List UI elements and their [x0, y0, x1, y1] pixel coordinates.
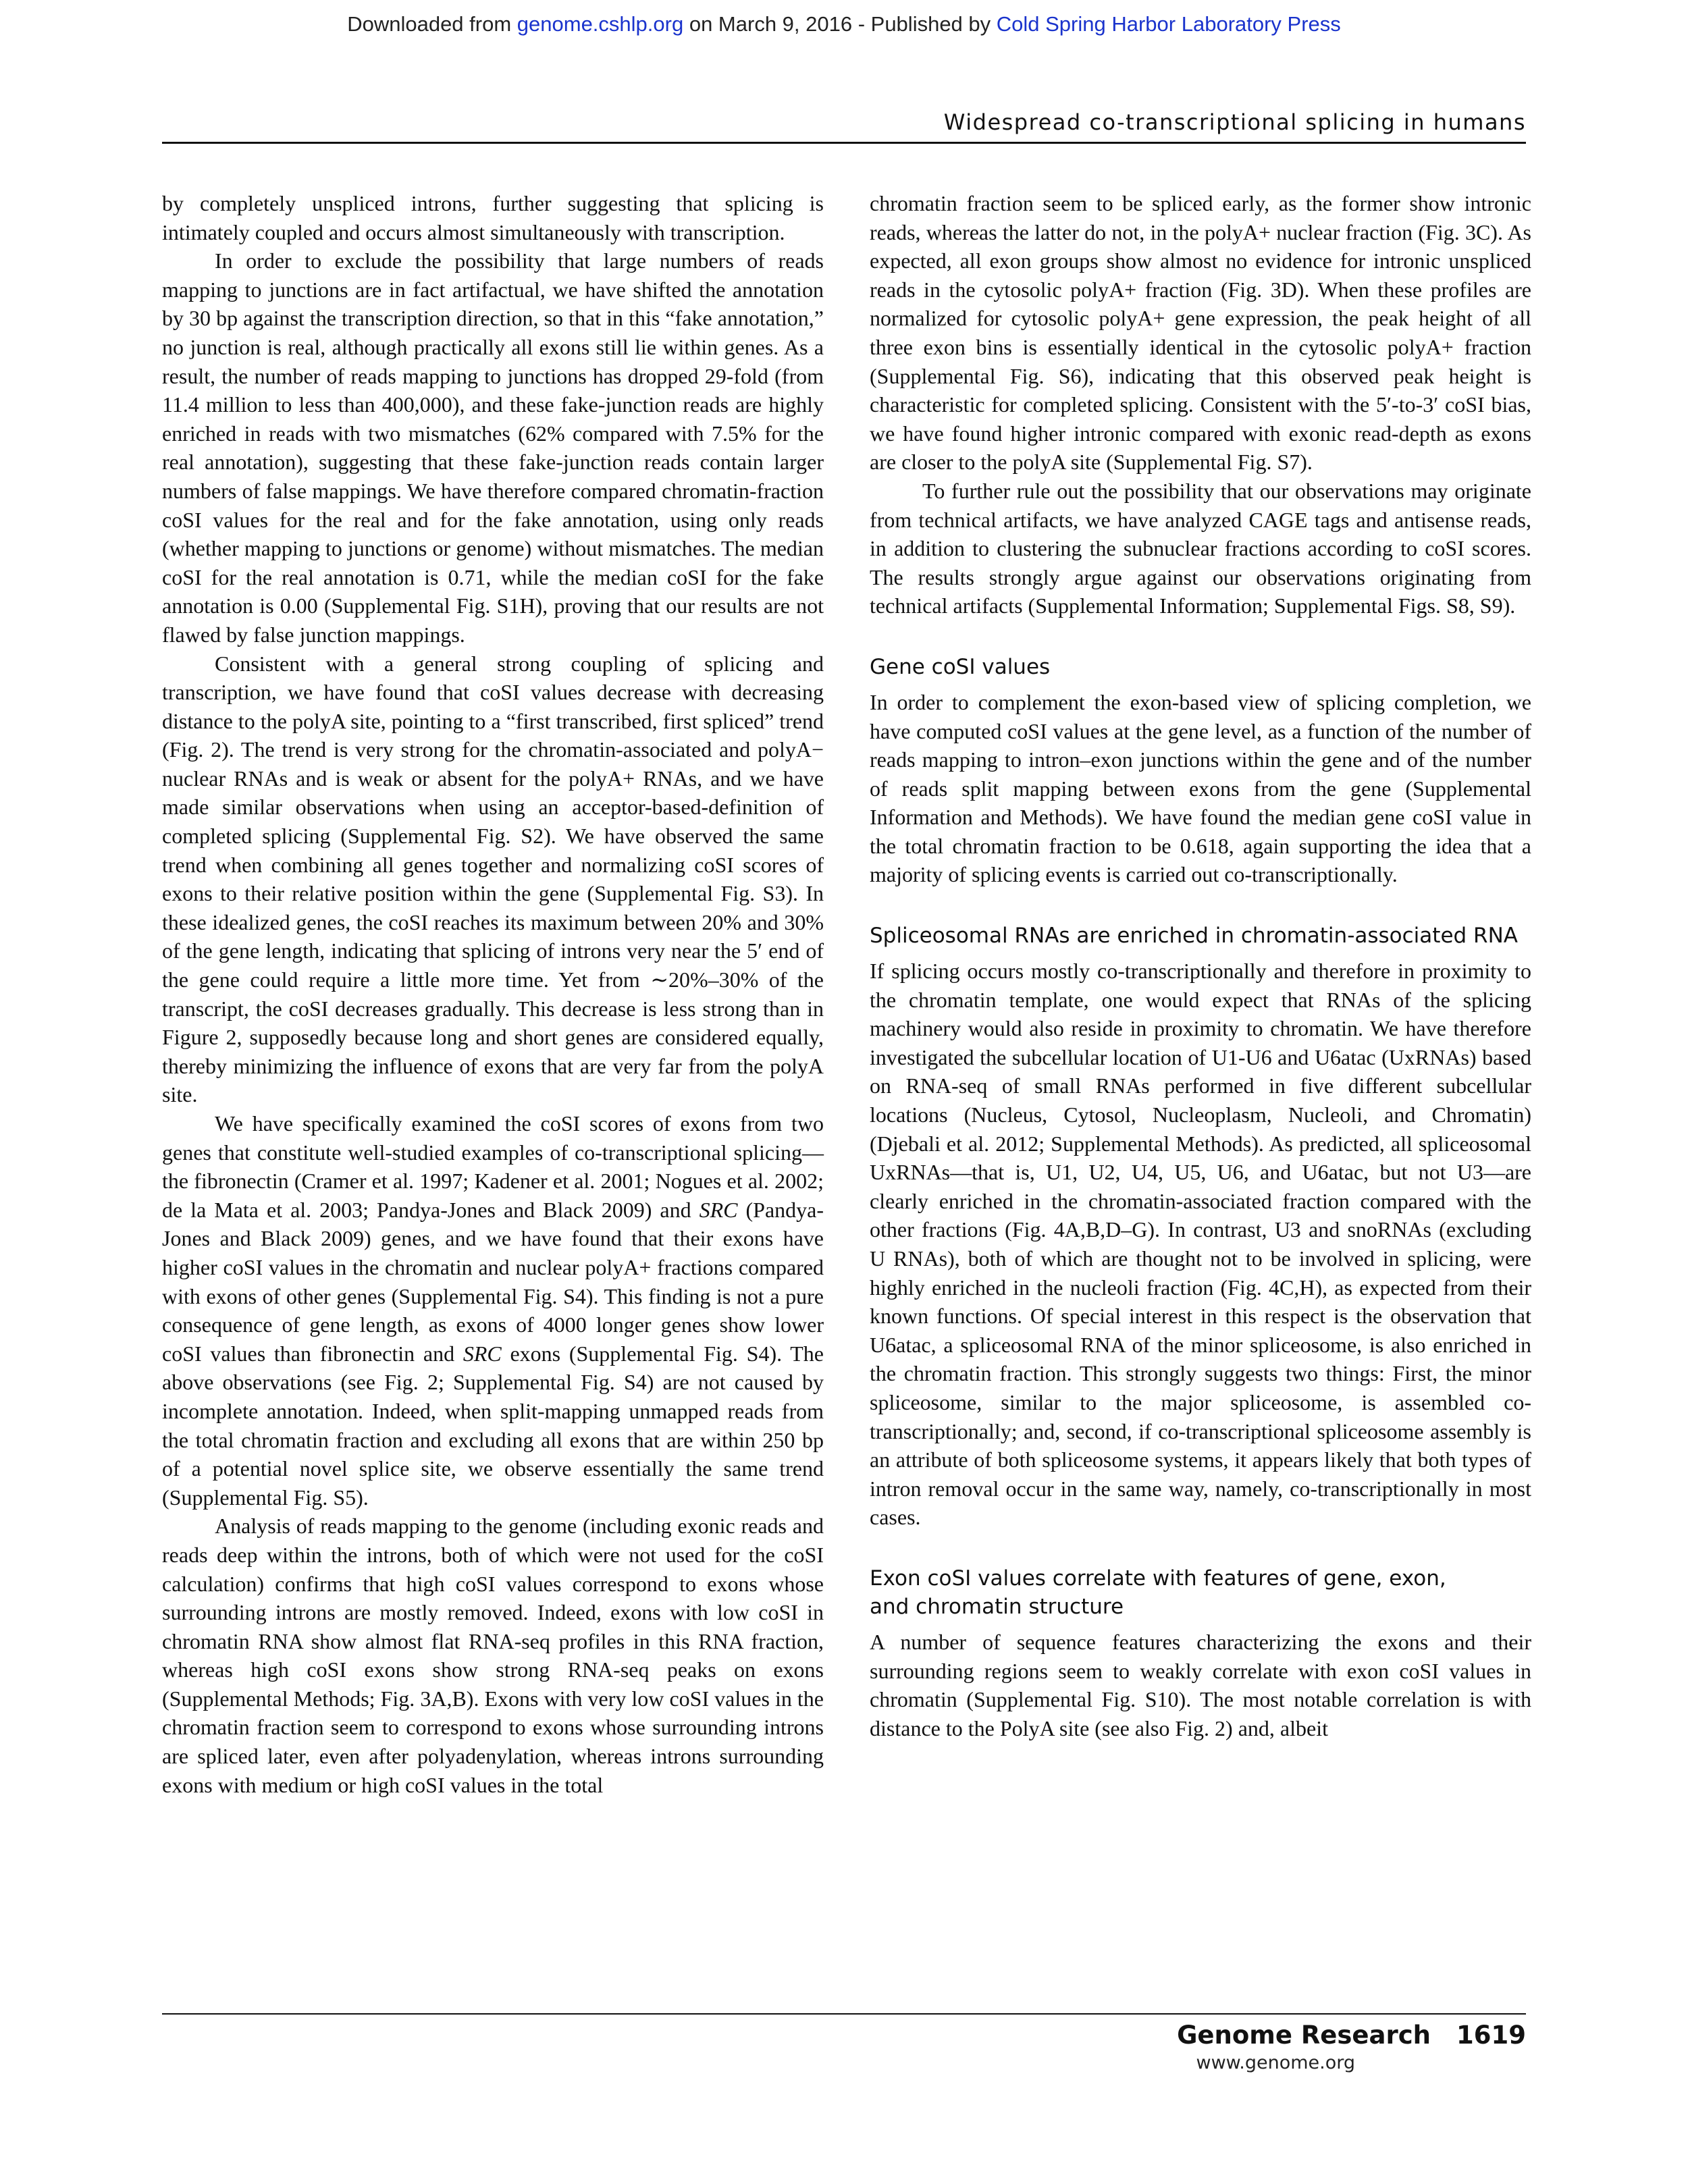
- paragraph: [162, 1109, 824, 1512]
- heading-line: and chromatin structure: [870, 1594, 1124, 1619]
- running-head: Widespread co-transcriptional splicing in humans: [943, 109, 1526, 135]
- paragraph: chromatin fraction seem to be spliced early, as the former show intronic reads, whereas the latter do not, in the polyA+ nuclear fraction (Fig. 3C). As expected, all exon groups show almost no evidence for intronic unspliced reads in the cytosolic polyA+ fraction (Fig. 3D). When these profiles are normalized for cytosolic polyA+ gene expression, the peak height of all three exon bins is essentially identical in the cytosolic polyA+ fraction (Supplemental Fig. S6), indicating that this observed peak height is characteristic for completed splicing. Consistent with the 5′-to-3′ coSI bias, we have found higher intronic compared with exonic read-depth as exons are closer to the polyA site (Supplemental Fig. S7).: [870, 191, 1531, 475]
- gene-name: SRC: [463, 1341, 502, 1366]
- text-run: (Pandya-Jones and Black 2009) genes, and we have found that their exons have higher coSI values in the chromatin and nuclear polyA+ fractions compared with exons of other genes (Supplemental Fig. S4). This finding is not a pure consequence of gene length, as exons of 4000 longer genes show lower coSI values than fibronectin and: [162, 1197, 824, 1366]
- footer-rule: [162, 2013, 1526, 2015]
- site-link[interactable]: genome.cshlp.org: [517, 12, 684, 36]
- section-heading-gene-cosi: Gene coSI values: [870, 654, 1051, 679]
- header-rule: [162, 142, 1526, 144]
- paragraph: A number of sequence features characterizing the exons and their surrounding regions seem to weakly correlate with exon coSI values in chromatin (Supplemental Fig. S10). The most notable correlation is with distance to the PolyA site (see also Fig. 2) and, albeit: [870, 1629, 1531, 1740]
- gene-name: SRC: [699, 1197, 738, 1222]
- section-heading-spliceosomal-rnas: Spliceosomal RNAs are enriched in chromatin-associated RNA: [870, 924, 1518, 949]
- paragraph: Consistent with a general strong coupling of splicing and transcription, we have found that coSI values decrease with decreasing distance to the polyA site, pointing to a “first transcribed, first spliced” trend (Fig. 2). The trend is very strong for the chromatin-associated and polyA− nuclear RNAs and is weak or absent for the polyA+ RNAs, and we have made similar observations when using an acceptor-based-definition of completed splicing (Supplemental Fig. S2). We have observed the same trend when combining all genes together and normalizing coSI scores of exons to their relative position within the gene (Supplemental Fig. S3). In these idealized genes, the coSI reaches its maximum between 20% and 30% of the gene length, indicating that splicing of introns very near the 5′ end of the gene could require a little more time. Yet from ∼20%–30% of the transcript, the coSI decreases gradually. This decrease is less strong than in Figure 2, supposedly because long and short genes are considered equally, thereby minimizing the influence of exons that are very far from the polyA site.: [162, 651, 824, 1107]
- download-middle: on March 9, 2016 - Published by: [683, 12, 997, 36]
- text-run: We have specifically examined the coSI scores of exons from two genes that constitute well-studied examples of co-transcriptional splicing—the fibronectin (Cramer et al. 1997; Kadener et al. 2001; Nogues et al. 2002; de la Mata et al. 2003; Pandya-Jones and Black 2009) and: [162, 1111, 824, 1222]
- journal-name: Genome Research: [1177, 2021, 1431, 2050]
- text-run: exons (Supplemental Fig. S4). The above observations (see Fig. 2; Supplemental Fig. S4) are not caused by incomplete annotation. Indeed, when split-mapping unmapped reads from the total chromatin fraction and excluding all exons that are within 250 bp of a potential novel splice site, we observe essentially the same trend (Supplemental Fig. S5).: [162, 1341, 824, 1510]
- paragraph: If splicing occurs mostly co-transcriptionally and therefore in proximity to the chromatin template, one would expect that RNAs of the splicing machinery would also reside in proximity to chromatin. We have therefore investigated the subcellular location of U1-U6 and U6atac (UxRNAs) based on RNA-seq of small RNAs performed in five different subcellular locations (Nucleus, Cytosol, Nucleoplasm, Nucleoli, and Chromatin) (Djebali et al. 2012; Supplemental Methods). As predicted, all spliceosomal UxRNAs—that is, U1, U2, U4, U5, U6, and U6atac, but not U3—are clearly enriched in the chromatin-associated fraction compared with the other fractions (Fig. 4A,B,D–G). In contrast, U3 and snoRNAs (excluding U RNAs), both of which are thought not to be involved in splicing, were highly enriched in the nucleoli fraction (Fig. 4C,H), as expected from their known functions. Of special interest in this respect is the observation that U6atac, a spliceosomal RNA of the minor spliceosome, is also enriched in the chromatin fraction. This strongly suggests two things: First, the minor spliceosome, similar to the major spliceosome, is assembled co-transcriptionally; and, second, if co-transcriptional spliceosome assembly is an attribute of both spliceosome systems, it appears likely that both types of intron removal occur in the same way, namely, co-transcriptionally in most cases.: [870, 959, 1531, 1530]
- left-column: [162, 189, 824, 1799]
- heading-line: Exon coSI values correlate with features of gene, exon,: [870, 1566, 1446, 1591]
- page-number: 1619: [1456, 2021, 1526, 2050]
- paragraph: In order to complement the exon-based view of splicing completion, we have computed coSI values at the gene level, as a function of the number of reads mapping to intron–exon junctions within the gene and of the number of reads split mapping between exons from the gene (Supplemental Information and Methods). We have found the median gene coSI value in the total chromatin fraction to be 0.618, again supporting the idea that a majority of splicing events is carried out co-transcriptionally.: [870, 689, 1531, 887]
- paragraph: by completely unspliced introns, further suggesting that splicing is intimately coupled and occurs almost simultaneously with transcription.: [162, 191, 824, 244]
- paragraph: Analysis of reads mapping to the genome (including exonic reads and reads deep within the introns, both of which were not used for the coSI calculation) confirms that high coSI values correspond to exons whose surrounding introns are mostly removed. Indeed, exons with low coSI in chromatin RNA show almost flat RNA-seq profiles in this RNA fraction, whereas high coSI exons show strong RNA-seq peaks on exons (Supplemental Methods; Fig. 3A,B). Exons with very low coSI values in the chromatin fraction seem to correspond to exons whose surrounding introns are spliced later, even after polyadenylation, whereas introns surrounding exons with medium or high coSI values in the total: [162, 1514, 824, 1797]
- paragraph: To further rule out the possibility that our observations may originate from technical artifacts, we have analyzed CAGE tags and antisense reads, in addition to clustering the subnuclear fractions according to coSI scores. The results strongly argue against our observations originating from technical artifacts (Supplemental Information; Supplemental Figs. S8, S9).: [870, 478, 1531, 618]
- section-heading-exon-cosi: [870, 1564, 1531, 1621]
- download-prefix: Downloaded from: [347, 12, 517, 36]
- journal-url[interactable]: www.genome.org: [1196, 2052, 1355, 2073]
- download-banner: [0, 12, 1688, 36]
- footer-journal: [1177, 2021, 1526, 2050]
- publisher-link[interactable]: Cold Spring Harbor Laboratory Press: [996, 12, 1341, 36]
- paragraph: In order to exclude the possibility that large numbers of reads mapping to junctions are in fact artifactual, we have shifted the annotation by 30 bp against the transcription direction, so that in this “fake annotation,” no junction is real, although practically all exons still lie within genes. As a result, the number of reads mapping to junctions has dropped 29-fold (from 11.4 million to less than 400,000), and these fake-junction reads are highly enriched in reads with two mismatches (62% compared with 7.5% for the real annotation), suggesting that these fake-junction reads contain larger numbers of false mappings. We have therefore compared chromatin-fraction coSI values for the real and for the fake annotation, using only reads (whether mapping to junctions or genome) without mismatches. The median coSI for the real annotation is 0.71, while the median coSI for the fake annotation is 0.00 (Supplemental Fig. S1H), proving that our results are not flawed by false junction mappings.: [162, 248, 824, 647]
- right-column: [870, 189, 1531, 1742]
